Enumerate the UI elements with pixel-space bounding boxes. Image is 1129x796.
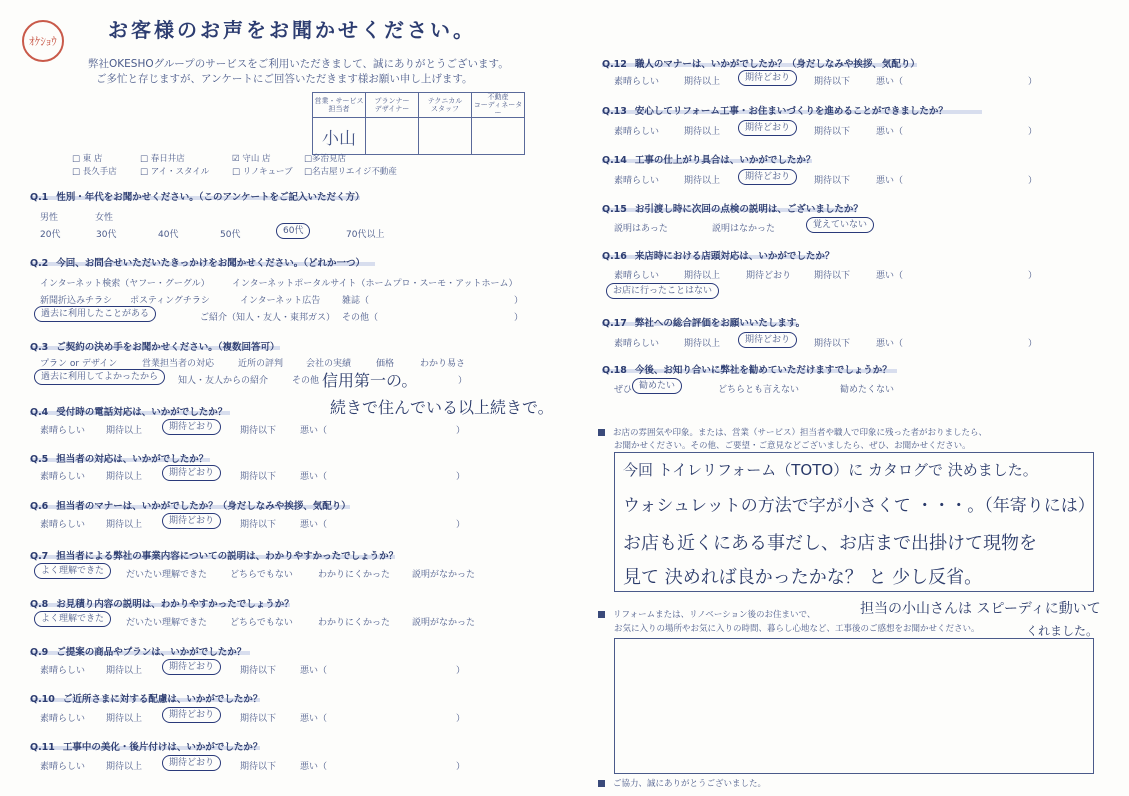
option[interactable]: 素晴らしい — [614, 127, 660, 137]
question-1: Q.1 性別・年代をお聞かせください。（このアンケートをご記入いただく方） — [30, 192, 365, 203]
option[interactable]: 素晴らしい — [40, 762, 86, 772]
staff-table — [312, 92, 525, 155]
option[interactable]: 20代 — [40, 230, 61, 240]
option[interactable]: 営業担当者の対応 — [142, 359, 215, 369]
paren-close: ） — [458, 376, 468, 386]
question-18: Q.18 今後、お知り合いに弊社を勧めていただけますでしょうか？ — [602, 365, 892, 376]
paren-close: ） — [514, 313, 524, 323]
store-checkbox[interactable]: □ 東 店 — [72, 154, 103, 164]
question-12: Q.12 職人のマナーは、いかがでしたか？（身だしなみや挨拶、気配り） — [602, 59, 920, 70]
option[interactable]: わかりにくかった — [318, 618, 391, 628]
option-selected[interactable]: 過去に利用したことがある — [34, 306, 156, 319]
paren-close: ） — [1028, 77, 1038, 87]
option[interactable]: 期待以下 — [814, 127, 851, 137]
option[interactable]: 期待どおり — [746, 271, 792, 281]
paren-close: ） — [456, 520, 466, 530]
option[interactable]: 50代 — [220, 230, 241, 240]
option[interactable]: ぜひ — [614, 385, 633, 395]
option[interactable]: 期待以下 — [814, 271, 851, 281]
option[interactable]: だいたい理解できた — [126, 618, 208, 628]
comment-box-2[interactable] — [614, 638, 1094, 774]
option[interactable]: 男性 — [40, 213, 59, 223]
option[interactable]: どちらでもない — [230, 618, 293, 628]
option[interactable]: 素晴らしい — [614, 176, 660, 186]
option[interactable]: 悪い（ — [300, 426, 328, 436]
question-10: Q.10 ご近所さまに対する配慮は、いかがでしたか？ — [30, 694, 263, 705]
option[interactable]: インターネット検索（ヤフー・グーグル） — [40, 279, 210, 289]
option[interactable]: 期待以上 — [106, 520, 143, 530]
store-checkbox[interactable]: □ 長久手店 — [72, 167, 117, 177]
question-16: Q.16 来店時における店頭対応は、いかがでしたか？ — [602, 251, 835, 262]
option-selected[interactable]: 60代 — [276, 223, 310, 236]
option-selected[interactable]: よく理解できた — [34, 563, 111, 576]
question-9: Q.9 ご提案の商品やプランは、いかがでしたか？ — [30, 647, 247, 658]
bullet-square-icon — [598, 429, 605, 436]
question-11: Q.11 工事中の美化・後片付けは、いかがでしたか？ — [30, 742, 263, 753]
option[interactable]: 期待以下 — [814, 77, 851, 87]
handwritten-note: 続きで住んでいる以上続きで。 — [330, 398, 554, 417]
handwritten-comment-line: 担当の小山さんは スピーディに動いて — [860, 601, 1101, 617]
handwritten-comment-line: お店も近くにある事だし、お店まで出掛けて現物を — [623, 533, 1037, 554]
option[interactable]: 期待以上 — [106, 472, 143, 482]
option[interactable]: 期待以下 — [240, 472, 277, 482]
paren-close: ） — [456, 472, 466, 482]
handwritten-comment-line: 今回 トイレリフォーム（TOTO）に カタログで 決めました。 — [623, 461, 1038, 479]
option[interactable]: その他（ — [342, 313, 379, 323]
option-selected[interactable]: 期待どおり — [162, 755, 221, 768]
option[interactable]: 価格 — [376, 359, 395, 369]
option[interactable]: ポスティングチラシ — [130, 296, 210, 306]
paren-close: ） — [1028, 271, 1038, 281]
intro-line-1: 弊社OKESHOグループのサービスをご利用いただきまして、誠にありがとうございます。 — [88, 58, 509, 70]
question-7: Q.7 担当者による弊社の事業内容についての説明は、わかりやすかったでしょうか？ — [30, 551, 399, 562]
bullet-square-icon — [598, 780, 605, 787]
option[interactable]: 期待以上 — [684, 77, 721, 87]
handwritten-comment-line: 見て 決めれば良かったかな？ と 少し反省。 — [623, 567, 983, 588]
store-checkbox[interactable]: □多治見店 — [304, 154, 347, 164]
option[interactable]: 雑誌（ — [342, 296, 370, 306]
option[interactable]: 悪い（ — [300, 666, 328, 676]
option[interactable]: だいたい理解できた — [126, 570, 208, 580]
option[interactable]: インターネット広告 — [240, 296, 321, 306]
option[interactable]: 説明はあった — [614, 224, 668, 234]
option[interactable]: 近所の評判 — [238, 359, 284, 369]
handwritten-note: 信用第一の。 — [322, 371, 418, 390]
question-15: Q.15 お引渡し時に次回の点検の説明は、ございましたか？ — [602, 204, 863, 215]
option[interactable]: 期待以上 — [684, 127, 721, 137]
option[interactable]: 新聞折込みチラシ — [40, 296, 113, 306]
option[interactable]: ご紹介（知人・友人・東邦ガス） — [200, 313, 336, 323]
option[interactable]: 悪い（ — [300, 762, 328, 772]
option[interactable]: 期待以上 — [684, 271, 721, 281]
stamp-text: ｵｹｼｮｳ — [29, 34, 57, 48]
option[interactable]: わかりにくかった — [318, 570, 391, 580]
staff-header-realestate: 不動産 コーディネーター — [472, 93, 525, 118]
option[interactable]: 悪い（ — [876, 77, 904, 87]
staff-header-technical: テクニカル スタッフ — [419, 93, 472, 118]
bullet-square-icon — [598, 611, 605, 618]
option[interactable]: 悪い（ — [300, 520, 328, 530]
question-17: Q.17 弊社への総合評価をお願いいたします。 — [602, 318, 806, 329]
thanks-note: ご協力、誠にありがとうございました。 — [598, 777, 766, 789]
option[interactable]: 素晴らしい — [40, 714, 86, 724]
comment-prompt-2: お聞かせください。その他、ご要望・ご意見などございましたら、ぜひ、お聞かせください。 — [614, 441, 971, 451]
paren-close: ） — [456, 714, 466, 724]
option[interactable]: どちらでもない — [230, 570, 293, 580]
staff-header-sales: 営業・サービス 担当者 — [313, 93, 366, 118]
option[interactable]: 期待以上 — [106, 426, 143, 436]
option[interactable]: わかり易さ — [420, 359, 466, 369]
paren-close: ） — [456, 426, 466, 436]
option[interactable]: 素晴らしい — [40, 472, 86, 482]
option-selected[interactable]: 覚えていない — [806, 217, 874, 230]
option-selected[interactable]: 期待どおり — [162, 707, 221, 720]
option-selected[interactable]: 期待どおり — [162, 465, 221, 478]
option[interactable]: 説明がなかった — [412, 618, 476, 628]
option[interactable]: 期待以上 — [684, 176, 721, 186]
option[interactable]: 悪い（ — [300, 714, 328, 724]
option[interactable]: 素晴らしい — [40, 520, 86, 530]
option[interactable]: 悪い（ — [876, 176, 904, 186]
staff-technical-cell[interactable] — [419, 118, 472, 155]
option[interactable]: 素晴らしい — [614, 339, 660, 349]
option[interactable]: 悪い（ — [876, 339, 904, 349]
handwritten-comment-line: ウォシュレットの方法で字が小さくて ・・・。（年寄りには） — [623, 496, 1095, 516]
paren-close: ） — [1028, 176, 1038, 186]
option[interactable]: その他（ — [292, 376, 329, 386]
question-4: Q.4 受付時の電話対応は、いかがでしたか？ — [30, 407, 228, 418]
option-selected[interactable]: よく理解できた — [34, 611, 111, 624]
handwritten-comment-line: くれました。 — [1026, 624, 1099, 638]
option[interactable]: 素晴らしい — [614, 271, 660, 281]
option[interactable]: 知人・友人からの紹介 — [178, 376, 269, 386]
paren-close: ） — [1028, 127, 1038, 137]
staff-sales-name[interactable]: 小山 — [313, 118, 366, 155]
option[interactable]: 70代以上 — [346, 230, 385, 240]
option[interactable]: 悪い（ — [876, 271, 904, 281]
question-13: Q.13 安心してリフォーム工事・お住まいづくりを進めることができましたか？ — [602, 106, 948, 117]
intro-line-2: ご多忙と存じますが、アンケートにご回答いただきます様お願い申し上げます。 — [96, 73, 473, 85]
option-selected[interactable]: 期待どおり — [738, 169, 797, 182]
question-8: Q.8 お見積り内容の説明は、わかりやすかったでしょうか？ — [30, 599, 294, 610]
question-6: Q.6 担当者のマナーは、いかがでしたか？（身だしなみや挨拶、気配り） — [30, 501, 351, 512]
option[interactable]: 期待以上 — [684, 339, 721, 349]
option[interactable]: 期待以下 — [814, 339, 851, 349]
option-selected[interactable]: 期待どおり — [162, 419, 221, 432]
option[interactable]: 素晴らしい — [614, 77, 660, 87]
staff-planner-cell[interactable] — [366, 118, 419, 155]
comment-box-1[interactable] — [614, 452, 1094, 592]
option[interactable]: 説明はなかった — [712, 224, 776, 234]
comment-prompt-1: お店の雰囲気や印象。または、営業（サービス）担当者や職人で印象に残った者がおりましたら、 — [598, 426, 987, 438]
staff-realestate-cell[interactable] — [472, 118, 525, 155]
option[interactable]: 期待以下 — [240, 426, 277, 436]
option-selected[interactable]: 勧めたい — [632, 378, 682, 391]
option[interactable]: 悪い（ — [876, 127, 904, 137]
store-checkbox-checked[interactable]: ☑ 守山 店 — [232, 154, 271, 164]
option[interactable]: 期待以下 — [240, 714, 277, 724]
option[interactable]: プラン or デザイン — [40, 359, 118, 369]
option-selected[interactable]: お店に行ったことはない — [606, 283, 719, 296]
option[interactable]: 会社の実績 — [306, 359, 352, 369]
store-checkbox[interactable]: □ 春日井店 — [140, 154, 185, 164]
paren-close: ） — [514, 296, 524, 306]
comment-prompt-4: お気に入りの場所やお気に入りの時間、暮らし心地など、工事後のご感想をお聞かせください。 — [614, 624, 980, 634]
option[interactable]: 期待以下 — [240, 666, 277, 676]
option[interactable]: 40代 — [158, 230, 179, 240]
option[interactable]: 女性 — [95, 213, 114, 223]
option[interactable]: 悪い（ — [300, 472, 328, 482]
paren-close: ） — [1028, 339, 1038, 349]
option[interactable]: 勧めたくない — [840, 385, 895, 395]
store-checkbox[interactable]: □ リノキューブ — [232, 167, 293, 177]
option[interactable]: 素晴らしい — [40, 666, 86, 676]
option-selected[interactable]: 期待どおり — [162, 513, 221, 526]
option[interactable]: 期待以上 — [106, 762, 143, 772]
option[interactable]: 説明がなかった — [412, 570, 476, 580]
store-checkbox[interactable]: □名古屋リエイジ不動産 — [304, 167, 397, 177]
option[interactable]: 素晴らしい — [40, 426, 86, 436]
comment-prompt-3: リフォームまたは、リノベーション後のお住まいで、 — [598, 608, 815, 620]
paren-close: ） — [456, 762, 466, 772]
question-5: Q.5 担当者の対応は、いかがでしたか？ — [30, 454, 209, 465]
option[interactable]: 期待以下 — [240, 520, 277, 530]
option-selected[interactable]: 過去に利用してよかったから — [34, 369, 165, 382]
option[interactable]: 期待以下 — [240, 762, 277, 772]
option-selected[interactable]: 期待どおり — [738, 332, 797, 345]
company-stamp-logo — [22, 20, 64, 62]
option[interactable]: インターネットポータルサイト（ホームプロ・スーモ・アットホーム） — [232, 279, 518, 289]
page-title: お客様のお声をお聞かせください。 — [108, 18, 476, 42]
option-selected[interactable]: 期待どおり — [162, 659, 221, 672]
option[interactable]: 30代 — [96, 230, 117, 240]
staff-header-planner: プランナー デザイナー — [366, 93, 419, 118]
question-2: Q.2 今回、お問合せいただいたきっかけをお聞かせください。（どれか一つ） — [30, 258, 366, 269]
question-3: Q.3 ご契約の決め手をお聞かせください。（複数回答可） — [30, 342, 280, 353]
option[interactable]: 期待以下 — [814, 176, 851, 186]
option[interactable]: 期待以上 — [106, 666, 143, 676]
store-checkbox[interactable]: □ アイ・スタイル — [140, 167, 210, 177]
question-14: Q.14 工事の仕上がり具合は、いかがでしたか？ — [602, 155, 816, 166]
option[interactable]: どちらとも言えない — [718, 385, 800, 395]
option-selected[interactable]: 期待どおり — [738, 70, 797, 83]
option[interactable]: 期待以上 — [106, 714, 143, 724]
paren-close: ） — [456, 666, 466, 676]
option-selected[interactable]: 期待どおり — [738, 120, 797, 133]
